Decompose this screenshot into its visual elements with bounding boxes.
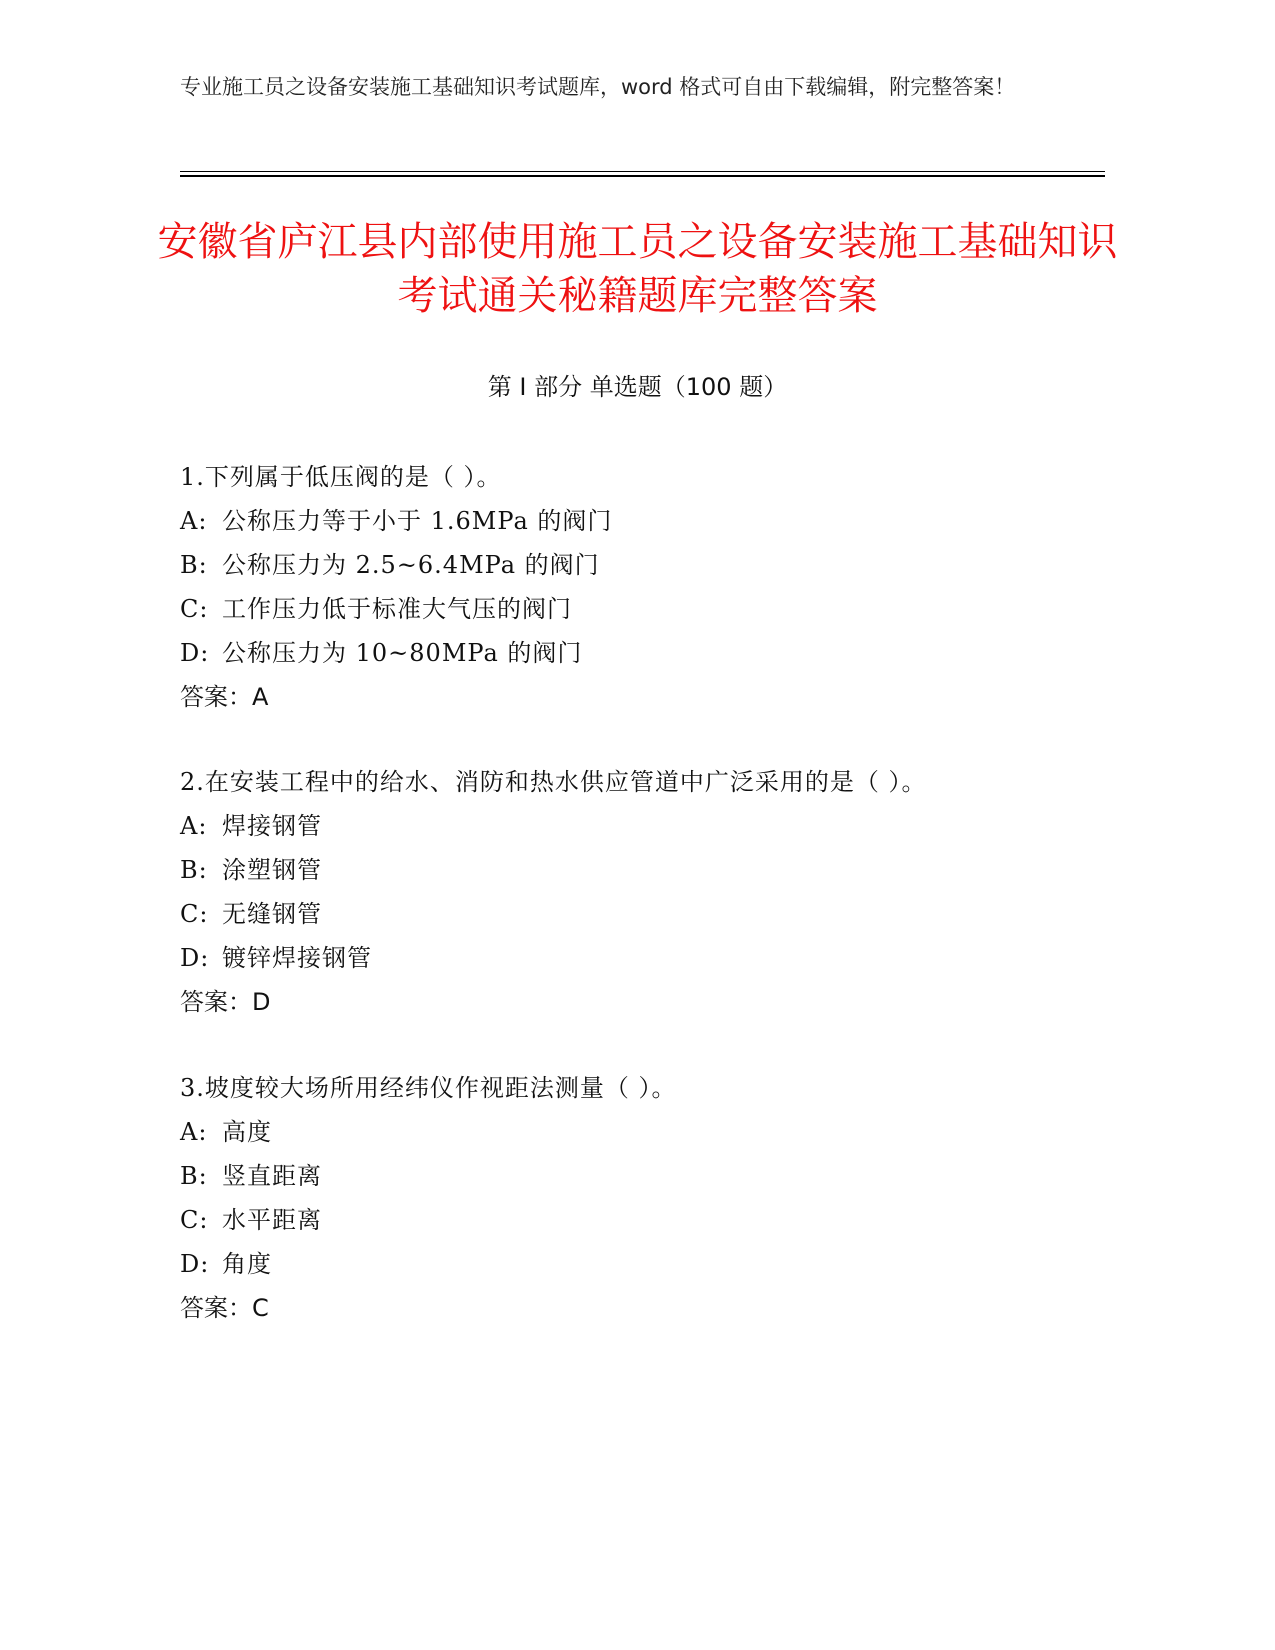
option-text: 公称压力为 10~80MPa 的阀门 [222, 639, 583, 667]
question-3 [180, 1066, 1080, 1330]
answer-label: 答案： [180, 1294, 252, 1322]
option-c [180, 587, 1080, 631]
answer-value: C [252, 1294, 269, 1322]
option-c [180, 1198, 1080, 1242]
answer-value: D [252, 988, 271, 1016]
option-key: D: [180, 1250, 210, 1278]
option-key: B: [180, 551, 208, 579]
option-key: B: [180, 1162, 208, 1190]
question-stem: 2.在安装工程中的给水、消防和热水供应管道中广泛采用的是（ ）。 [180, 768, 927, 796]
header-note: 专业施工员之设备安装施工基础知识考试题库，word 格式可自由下载编辑，附完整答案！ [180, 75, 1016, 99]
question-1 [180, 455, 1080, 719]
option-a [180, 499, 1080, 543]
question-stem: 3.坡度较大场所用经纬仪作视距法测量（ ）。 [180, 1074, 677, 1102]
option-text: 工作压力低于标准大气压的阀门 [222, 595, 572, 623]
document-title: 安徽省庐江县内部使用施工员之设备安装施工基础知识考试通关秘籍题库完整答案 [157, 219, 1118, 319]
option-text: 公称压力为 2.5~6.4MPa 的阀门 [222, 551, 600, 579]
option-d [180, 936, 1080, 980]
option-key: C: [180, 1206, 209, 1234]
option-d [180, 1242, 1080, 1286]
header-divider-thin [180, 171, 1105, 172]
option-text: 焊接钢管 [222, 812, 322, 840]
option-a [180, 804, 1080, 848]
option-text: 涂塑钢管 [222, 856, 322, 884]
option-text: 镀锌焊接钢管 [222, 944, 372, 972]
answer-value: A [252, 683, 269, 711]
option-key: D: [180, 639, 210, 667]
answer-line [180, 980, 1080, 1024]
header-divider-thick [180, 175, 1105, 177]
option-key: A: [180, 1118, 208, 1146]
option-text: 公称压力等于小于 1.6MPa 的阀门 [222, 507, 613, 535]
answer-label: 答案： [180, 988, 252, 1016]
option-b [180, 543, 1080, 587]
option-text: 高度 [222, 1118, 272, 1146]
section-title: 第 I 部分 单选题（100 题） [487, 373, 788, 401]
option-text: 竖直距离 [222, 1162, 322, 1190]
option-key: C: [180, 595, 209, 623]
option-b [180, 1154, 1080, 1198]
option-key: D: [180, 944, 210, 972]
question-2 [180, 760, 1080, 1024]
option-d [180, 631, 1080, 675]
option-b [180, 848, 1080, 892]
option-text: 无缝钢管 [222, 900, 322, 928]
option-key: A: [180, 507, 208, 535]
option-c [180, 892, 1080, 936]
option-key: C: [180, 900, 209, 928]
answer-line [180, 1286, 1080, 1330]
answer-label: 答案： [180, 683, 252, 711]
option-key: B: [180, 856, 208, 884]
question-stem: 1.下列属于低压阀的是（ ）。 [180, 463, 502, 491]
option-text: 水平距离 [222, 1206, 322, 1234]
option-a [180, 1110, 1080, 1154]
option-text: 角度 [222, 1250, 272, 1278]
answer-line [180, 675, 1080, 719]
option-key: A: [180, 812, 208, 840]
